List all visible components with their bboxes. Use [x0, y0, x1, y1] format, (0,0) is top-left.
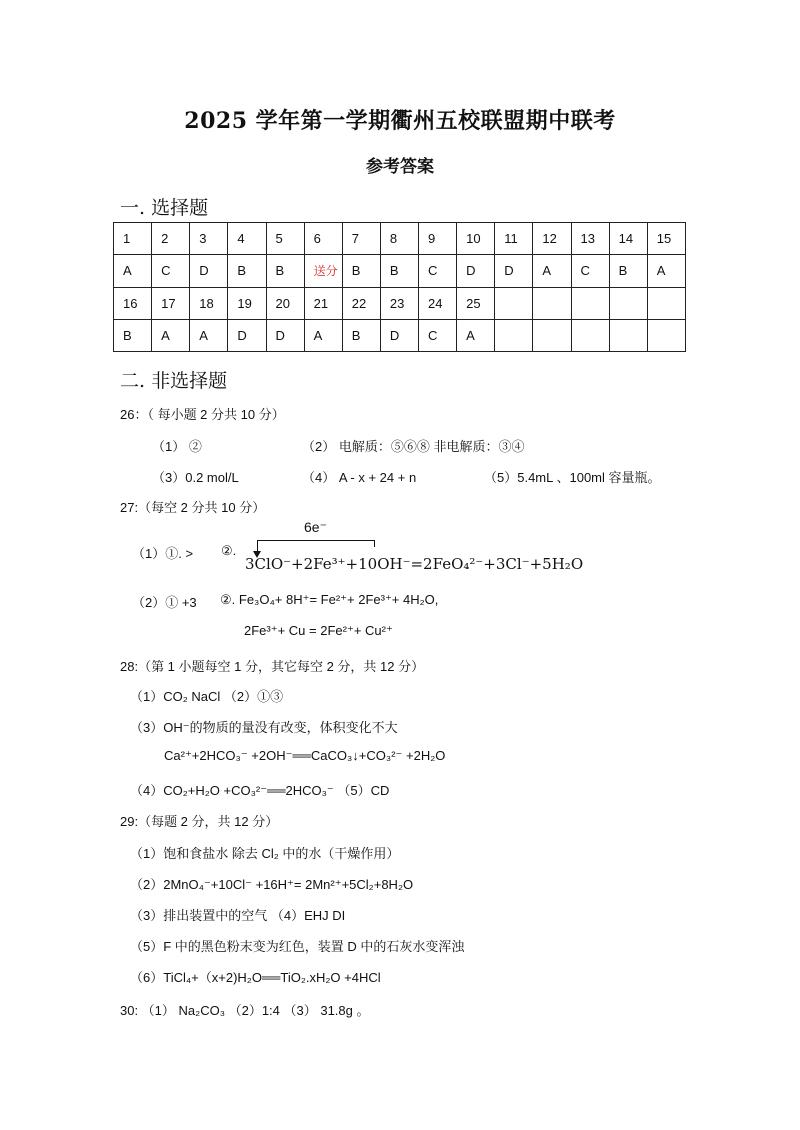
table-cell: B	[114, 319, 152, 351]
q29-answer-1: （1）饱和食盐水 除去 Cl₂ 中的水（干燥作用）	[130, 846, 400, 861]
table-cell: A	[457, 319, 495, 351]
table-cell: 18	[190, 287, 228, 319]
q28-equation: Ca²⁺+2HCO₃⁻ +2OH⁻══CaCO₃↓+CO₃²⁻ +2H₂O	[164, 748, 446, 763]
table-row	[114, 287, 686, 319]
table-cell: A	[533, 255, 571, 287]
table-cell: A	[152, 319, 190, 351]
table-cell	[571, 287, 609, 319]
table-cell: 2	[152, 223, 190, 255]
q27-answer-1-label: （1）①. >	[132, 546, 194, 561]
table-cell: A	[304, 319, 342, 351]
table-cell: 24	[419, 287, 457, 319]
table-cell: D	[190, 255, 228, 287]
table-cell	[609, 319, 647, 351]
q29-answer-5: （5）F 中的黑色粉末变为红色，装置 D 中的石灰水变浑浊	[130, 939, 465, 954]
table-cell: 19	[228, 287, 266, 319]
table-cell: 送分	[304, 255, 342, 287]
table-row	[114, 223, 686, 255]
q26-answer-3: （3）0.2 mol/L	[152, 470, 239, 485]
table-cell: D	[457, 255, 495, 287]
table-cell: B	[228, 255, 266, 287]
q28-answer-4-5: （4）CO₂+H₂O +CO₃²⁻══2HCO₃⁻ （5）CD	[130, 783, 390, 798]
q27-heading: 27:（每空 2 分共 10 分）	[120, 500, 266, 515]
q28-answer-1-2: （1）CO₂ NaCl （2）①③	[130, 689, 284, 704]
table-cell: 9	[419, 223, 457, 255]
table-cell: 14	[609, 223, 647, 255]
table-cell: B	[342, 255, 380, 287]
table-cell	[495, 319, 533, 351]
table-cell: 7	[342, 223, 380, 255]
q27-answer-2-label: （2）① +3	[132, 595, 197, 610]
table-cell: 16	[114, 287, 152, 319]
q29-heading: 29:（每题 2 分，共 12 分）	[120, 814, 279, 829]
table-cell: 4	[228, 223, 266, 255]
table-cell: 8	[380, 223, 418, 255]
table-cell: A	[190, 319, 228, 351]
table-cell: 25	[457, 287, 495, 319]
table-cell: B	[266, 255, 304, 287]
table-cell: 22	[342, 287, 380, 319]
table-cell: 23	[380, 287, 418, 319]
q26-heading: 26：（ 每小题 2 分共 10 分）	[120, 407, 285, 422]
table-cell: 5	[266, 223, 304, 255]
table-cell: D	[380, 319, 418, 351]
table-cell: D	[266, 319, 304, 351]
q27-equation-1: 3ClO⁻+2Fe³⁺+10OH⁻=2FeO₄²⁻+3Cl⁻+5H₂O	[245, 555, 584, 573]
q26-answer-1: （1） ②	[152, 439, 202, 454]
q26-answer-4: （4） A - x + 24 + n	[302, 470, 417, 485]
q27-equation-3: 2Fe³⁺+ Cu = 2Fe²⁺+ Cu²⁺	[244, 623, 393, 638]
table-cell: B	[609, 255, 647, 287]
q27-equation-2: ②. Fe₃O₄+ 8H⁺= Fe²⁺+ 2Fe³⁺+ 4H₂O,	[220, 592, 439, 607]
table-cell: 13	[571, 223, 609, 255]
table-cell: 3	[190, 223, 228, 255]
q26-answer-5: （5）5.4mL 、100ml 容量瓶。	[484, 470, 661, 485]
section-heading-choice: 一. 选择题	[120, 197, 209, 219]
table-cell: 1	[114, 223, 152, 255]
table-cell: 21	[304, 287, 342, 319]
choice-answer-table	[113, 222, 686, 352]
table-cell: C	[571, 255, 609, 287]
table-row	[114, 255, 686, 287]
table-cell: B	[342, 319, 380, 351]
table-cell: 17	[152, 287, 190, 319]
table-cell	[571, 319, 609, 351]
q28-answer-3: （3）OH⁻的物质的量没有改变，体积变化不大	[130, 720, 398, 735]
table-cell: D	[495, 255, 533, 287]
table-cell: C	[419, 319, 457, 351]
q26-answer-2: （2） 电解质：⑤⑥⑧ 非电解质：③④	[302, 439, 525, 454]
table-cell	[647, 287, 685, 319]
table-cell: 15	[647, 223, 685, 255]
table-cell: A	[114, 255, 152, 287]
table-cell: C	[152, 255, 190, 287]
q28-heading: 28:（第 1 小题每空 1 分，其它每空 2 分，共 12 分）	[120, 659, 425, 674]
q29-answer-2: （2）2MnO₄⁻+10Cl⁻ +16H⁺= 2Mn²⁺+5Cl₂+8H₂O	[130, 877, 414, 892]
q29-answer-3-4: （3）排出装置中的空气 （4）EHJ DI	[130, 908, 346, 923]
table-cell: B	[380, 255, 418, 287]
table-cell: 6	[304, 223, 342, 255]
table-cell: 20	[266, 287, 304, 319]
table-cell	[533, 287, 571, 319]
table-cell: A	[647, 255, 685, 287]
q27-answer-1-sub2: ②.	[221, 543, 237, 558]
table-row	[114, 319, 686, 351]
table-cell: 10	[457, 223, 495, 255]
table-cell: 12	[533, 223, 571, 255]
page-title: 2025 学年第一学期衢州五校联盟期中联考	[184, 108, 616, 134]
table-cell	[609, 287, 647, 319]
electron-transfer-label: 6e⁻	[304, 519, 327, 535]
page-subtitle: 参考答案	[366, 157, 434, 177]
table-cell: 11	[495, 223, 533, 255]
table-cell	[647, 319, 685, 351]
q30-answers: 30: （1） Na₂CO₃ （2）1:4 （3） 31.8g 。	[120, 1003, 370, 1018]
section-heading-non-choice: 二. 非选择题	[120, 370, 228, 392]
table-cell: C	[419, 255, 457, 287]
q29-answer-6: （6）TiCl₄+（x+2)H₂O══TiO₂.xH₂O +4HCl	[130, 970, 381, 985]
table-cell: D	[228, 319, 266, 351]
table-cell	[533, 319, 571, 351]
table-cell	[495, 287, 533, 319]
